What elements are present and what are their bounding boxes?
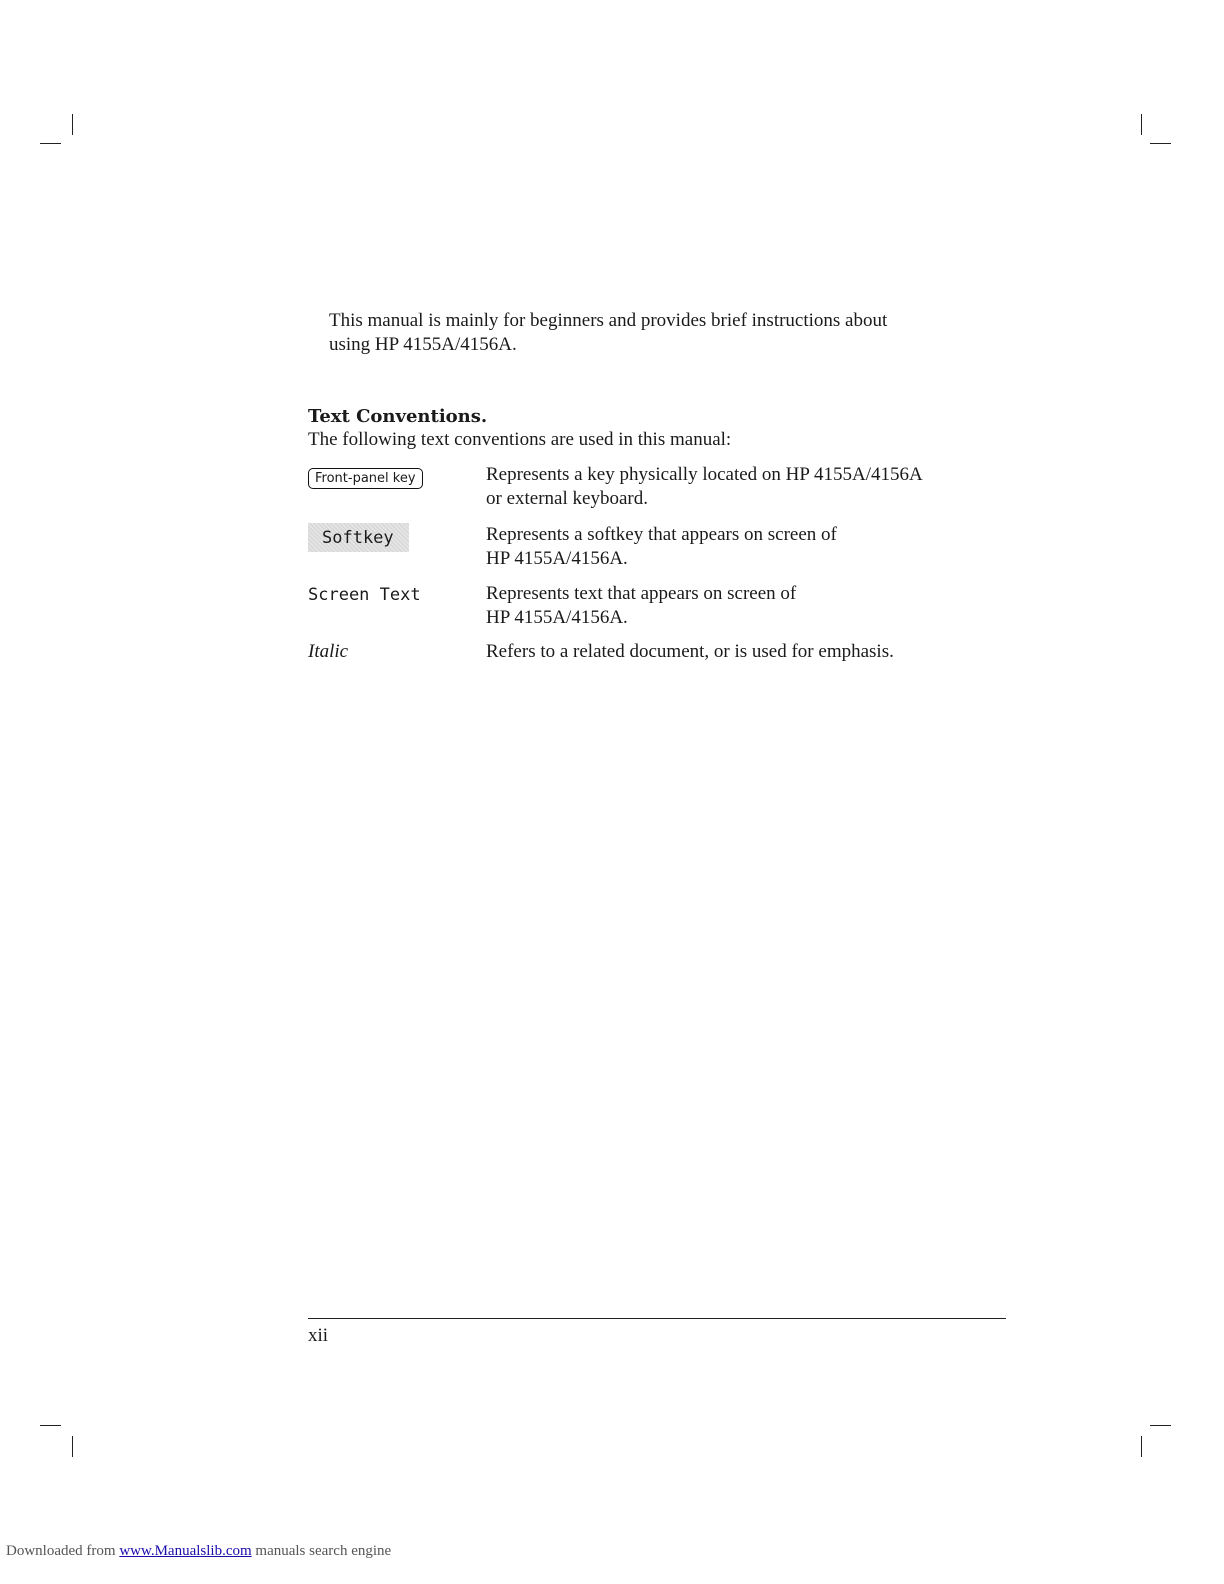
convention-description-screen-text: Represents text that appears on screen of HP 4155A/4156A. (486, 583, 797, 628)
download-banner-prefix: Downloaded from (6, 1543, 116, 1559)
crop-mark-top-right-v (1141, 114, 1142, 135)
crop-mark-top-right-h (1150, 143, 1171, 144)
convention-term-softkey (308, 523, 409, 552)
convention-description-italic: Refers to a related document, or is used for emphasis. (486, 641, 894, 662)
crop-mark-bottom-right-v (1141, 1436, 1142, 1457)
download-banner (6, 1541, 391, 1561)
section-heading: Text Conventions. (308, 406, 488, 427)
section-subheading: The following text conventions are used in this manual: (308, 429, 732, 450)
crop-mark-top-left-h (40, 143, 61, 144)
download-banner-suffix: manuals search engine (255, 1543, 392, 1559)
page-number: xii (308, 1325, 329, 1346)
crop-mark-bottom-right-h (1150, 1425, 1171, 1426)
convention-description-softkey: Represents a softkey that appears on screen of HP 4155A/4156A. (486, 524, 837, 569)
crop-mark-bottom-left-v (72, 1436, 73, 1457)
front-panel-key-sample: Front-panel key (308, 468, 423, 489)
softkey-sample: Softkey (308, 523, 409, 552)
convention-term-screen-text (308, 583, 421, 607)
manualslib-link[interactable]: www.Manualslib.com (119, 1543, 252, 1559)
convention-description-front-panel-key: Represents a key physically located on HP 4155A/4156A or external keyboard. (486, 464, 923, 509)
convention-term-italic (308, 640, 348, 664)
crop-mark-top-left-v (72, 114, 73, 135)
screen-text-sample: Screen Text (308, 585, 421, 605)
italic-sample: Italic (308, 641, 349, 662)
convention-term-front-panel-key (308, 467, 423, 489)
intro-paragraph: This manual is mainly for beginners and provides brief instructions about using HP 4155A/4156A. (329, 310, 888, 355)
footer-divider (308, 1318, 1006, 1319)
crop-mark-bottom-left-h (40, 1425, 61, 1426)
